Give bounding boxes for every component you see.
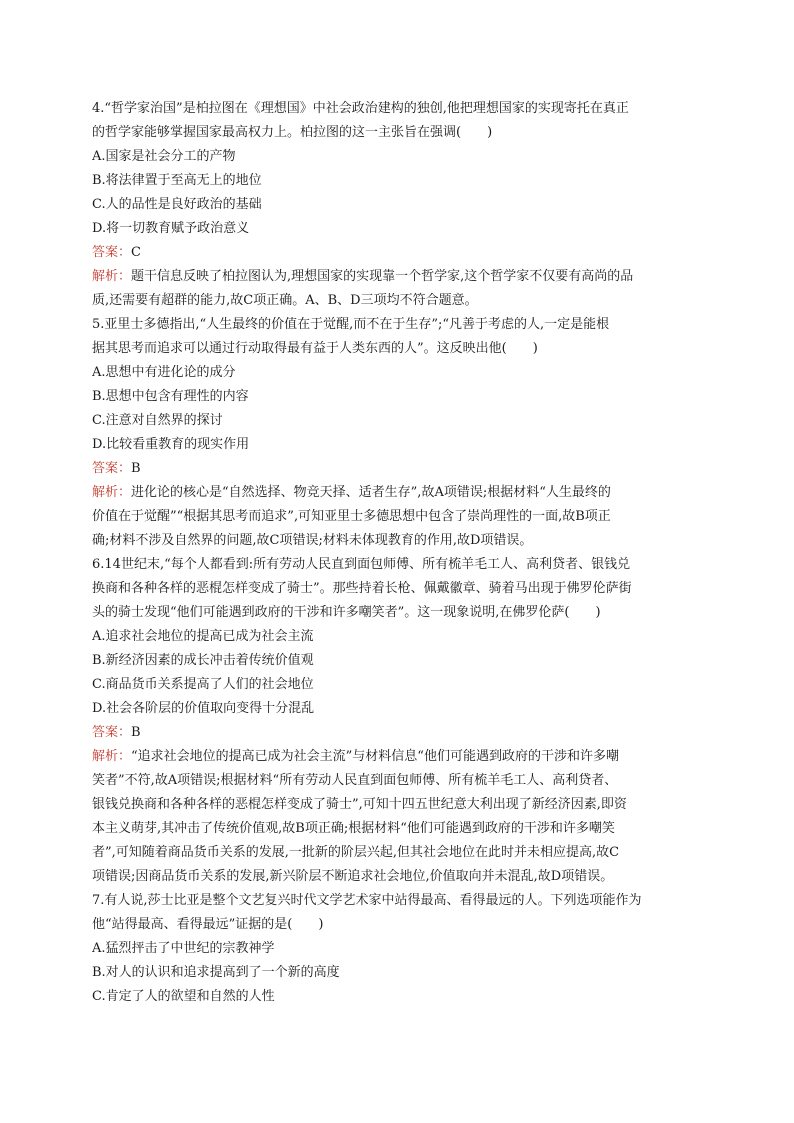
option-b: B.思想中包含有理性的内容 xyxy=(92,389,249,404)
answer-line xyxy=(92,721,702,745)
answer-value: C xyxy=(131,245,141,260)
option-a: A.追求社会地位的提高已成为社会主流 xyxy=(92,629,314,644)
analysis-text: 进化论的核心是“自然选择、物竞天择、适者生存”,故A项错误;根据材料“人生最终的 xyxy=(131,485,611,500)
option-c: C.肯定了人的欲望和自然的人性 xyxy=(92,989,275,1004)
option-b: B.对人的认识和追求提高到了一个新的高度 xyxy=(92,965,340,980)
analysis-text: 质,还需要有超群的能力,故C项正确。A、B、D三项均不符合题意。 xyxy=(92,293,478,308)
option-a: A.国家是社会分工的产物 xyxy=(92,149,236,164)
answer-line xyxy=(92,457,702,481)
answer-value: B xyxy=(131,725,141,740)
option-d: D.社会各阶层的价值取向变得十分混乱 xyxy=(92,701,315,716)
document-page xyxy=(92,97,702,1009)
question-stem: 的哲学家能够掌握国家最高权力上。柏拉图的这一主张旨在强调( ) xyxy=(92,125,493,140)
option-c: C.注意对自然界的探讨 xyxy=(92,413,223,428)
option-c: C.人的品性是良好政治的基础 xyxy=(92,197,262,212)
question-stem: 7.有人说,莎士比亚是整个文艺复兴时代文学艺术家中站得最高、看得最远的人。下列选项能作为 xyxy=(92,893,642,908)
analysis-line xyxy=(92,745,702,769)
analysis-text: 银钱兑换商和各种各样的恶棍怎样变成了骑士”,可知十四五世纪意大利出现了新经济因素,即资 xyxy=(92,797,627,812)
option-b: B.将法律置于至高无上的地位 xyxy=(92,173,262,188)
question-stem: 头的骑士发现“他们可能遇到政府的干涉和许多嘲笑者”。这一现象说明,在佛罗伦萨( ) xyxy=(92,605,601,620)
analysis-text: “追求社会地位的提高已成为社会主流”与材料信息“他们可能遇到政府的干涉和许多嘲 xyxy=(131,749,619,764)
analysis-line xyxy=(92,481,702,505)
analysis-label: 解析： xyxy=(92,269,132,284)
question-5 xyxy=(92,313,702,553)
option-d: D.比较看重教育的现实作用 xyxy=(92,437,250,452)
answer-label: 答案： xyxy=(92,245,132,260)
answer-label: 答案： xyxy=(92,725,132,740)
question-stem: 4.“哲学家治国”是柏拉图在《理想国》中社会政治建构的独创,他把理想国家的实现寄托在真正 xyxy=(92,101,629,116)
question-stem: 6.14世纪末,“每个人都看到:所有劳动人民直到面包师傅、所有梳羊毛工人、高利贷者、银钱兑 xyxy=(92,557,631,572)
question-stem: 据其思考而追求可以通过行动取得最有益于人类东西的人”。这反映出他( ) xyxy=(92,341,538,356)
option-d: D.将一切教育赋予政治意义 xyxy=(92,221,250,236)
analysis-text: 笑者”不符,故A项错误;根据材料“所有劳动人民直到面包师傅、所有梳羊毛工人、高利贷者、 xyxy=(92,773,618,788)
option-a: A.思想中有进化论的成分 xyxy=(92,365,236,380)
analysis-text: 确;材料不涉及自然界的问题,故C项错误;材料未体现教育的作用,故D项错误。 xyxy=(92,533,533,548)
option-a: A.猛烈抨击了中世纪的宗教神学 xyxy=(92,941,275,956)
question-6 xyxy=(92,553,702,889)
answer-value: B xyxy=(131,461,141,476)
question-7 xyxy=(92,889,702,1009)
analysis-line xyxy=(92,265,702,289)
option-c: C.商品货币关系提高了人们的社会地位 xyxy=(92,677,314,692)
question-stem: 他“站得最高、看得最远”证据的是( ) xyxy=(92,917,324,932)
option-b: B.新经济因素的成长冲击着传统价值观 xyxy=(92,653,314,668)
analysis-text: 项错误;因商品货币关系的发展,新兴阶层不断追求社会地位,价值取向并未混乱,故D项错误。 xyxy=(92,869,614,884)
answer-line xyxy=(92,241,702,265)
analysis-text: 题干信息反映了柏拉图认为,理想国家的实现靠一个哲学家,这个哲学家不仅要有高尚的品 xyxy=(131,269,634,284)
analysis-text: 价值在于觉醒”“根据其思考而追求”,可知亚里士多德思想中包含了崇尚理性的一面,故B项正 xyxy=(92,509,611,524)
answer-label: 答案： xyxy=(92,461,132,476)
analysis-text: 者”,可知随着商品货币关系的发展,一批新的阶层兴起,但其社会地位在此时并未相应提高,故C xyxy=(92,845,620,860)
question-stem: 换商和各种各样的恶棍怎样变成了骑士”。那些持着长枪、佩戴徽章、骑着马出现于佛罗伦萨街 xyxy=(92,581,632,596)
question-stem: 5.亚里士多德指出,“人生最终的价值在于觉醒,而不在于生存”;“凡善于考虑的人,一定是能根 xyxy=(92,317,610,332)
analysis-text: 本主义萌芽,其冲击了传统价值观,故B项正确;根据材料“他们可能遇到政府的干涉和许多嘲笑 xyxy=(92,821,615,836)
analysis-label: 解析： xyxy=(92,485,132,500)
analysis-label: 解析： xyxy=(92,749,132,764)
question-4 xyxy=(92,97,702,313)
